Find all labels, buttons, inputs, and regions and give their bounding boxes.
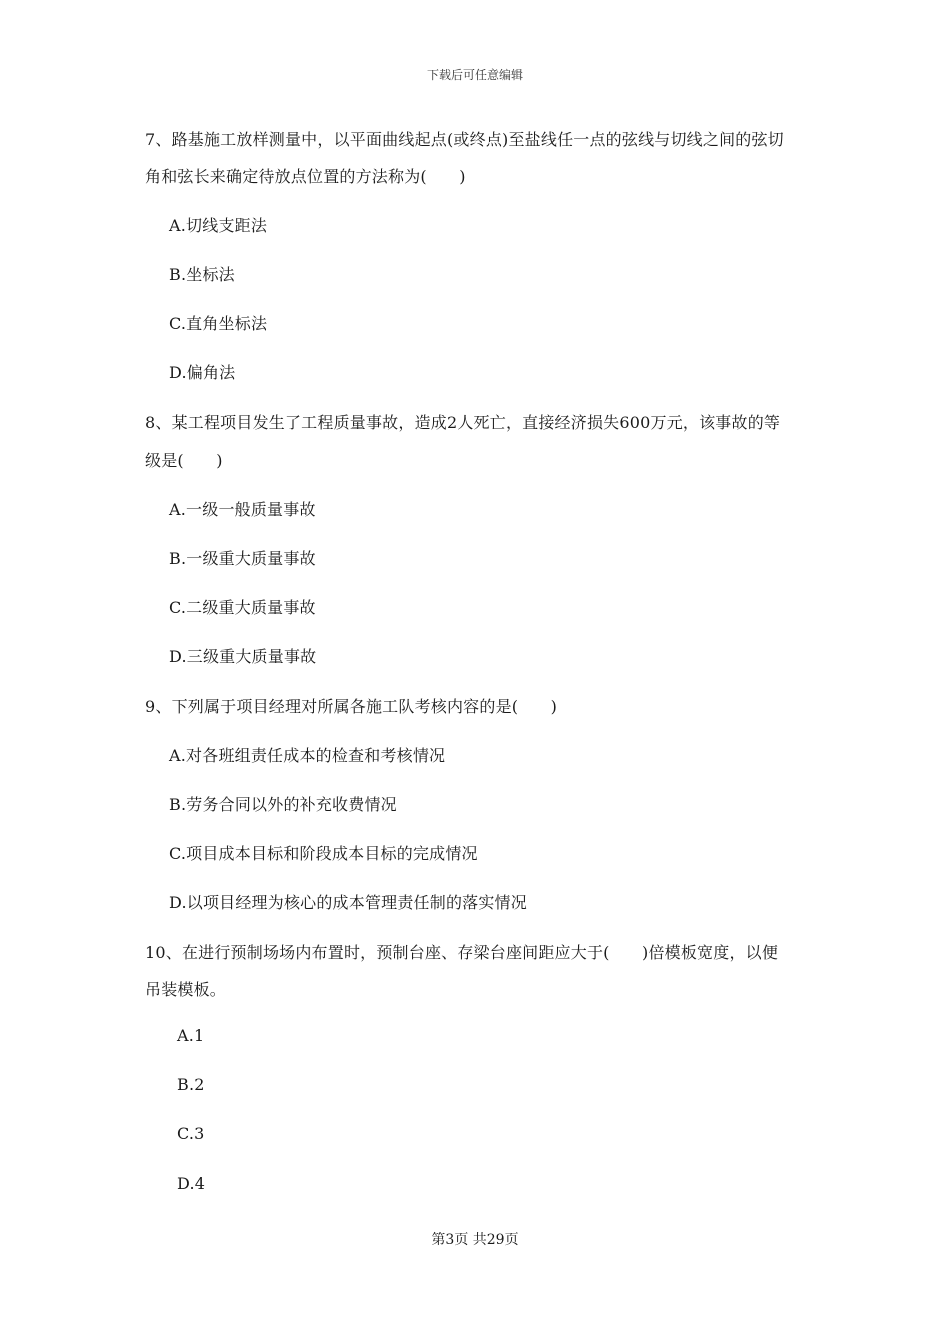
question-8-line-2: 级是( ) <box>145 451 223 470</box>
question-10-option-d: D.4 <box>177 1174 206 1193</box>
question-9-option-d: D.以项目经理为核心的成本管理责任制的落实情况 <box>169 893 527 912</box>
question-10-option-b: B.2 <box>177 1075 205 1094</box>
question-8-option-b: B.一级重大质量事故 <box>169 549 316 568</box>
question-9-line-1: 9、下列属于项目经理对所属各施工队考核内容的是( ) <box>145 697 558 716</box>
page-header: 下载后可任意编辑 <box>426 68 523 82</box>
question-7-line-1: 7、路基施工放样测量中，以平面曲线起点(或终点)至盐线任一点的弦线与切线之间的弦切 <box>145 130 784 149</box>
question-7-option-c: C.直角坐标法 <box>169 314 268 333</box>
question-9-option-c: C.项目成本目标和阶段成本目标的完成情况 <box>169 844 478 863</box>
question-10-line-1: 10、在进行预制场场内布置时，预制台座、存梁台座间距应大于( )倍模板宽度，以便 <box>145 943 779 962</box>
question-8-option-c: C.二级重大质量事故 <box>169 598 316 617</box>
question-8-line-1: 8、某工程项目发生了工程质量事故，造成2人死亡，直接经济损失600万元，该事故的等 <box>145 413 781 432</box>
question-7-option-a: A.切线支距法 <box>169 216 268 235</box>
question-9-option-a: A.对各班组责任成本的检查和考核情况 <box>169 746 446 765</box>
question-10-option-c: C.3 <box>177 1124 205 1143</box>
question-7-option-d: D.偏角法 <box>169 363 236 382</box>
question-7-option-b: B.坐标法 <box>169 265 235 284</box>
question-8-option-a: A.一级一般质量事故 <box>169 500 316 519</box>
question-8-option-d: D.三级重大质量事故 <box>169 647 317 666</box>
question-9-option-b: B.劳务合同以外的补充收费情况 <box>169 795 397 814</box>
question-10-line-2: 吊装模板。 <box>145 980 227 999</box>
page-footer: 第3页 共29页 <box>431 1232 519 1248</box>
question-10-option-a: A.1 <box>177 1026 205 1045</box>
question-7-line-2: 角和弦长来确定待放点位置的方法称为( ) <box>145 167 466 186</box>
